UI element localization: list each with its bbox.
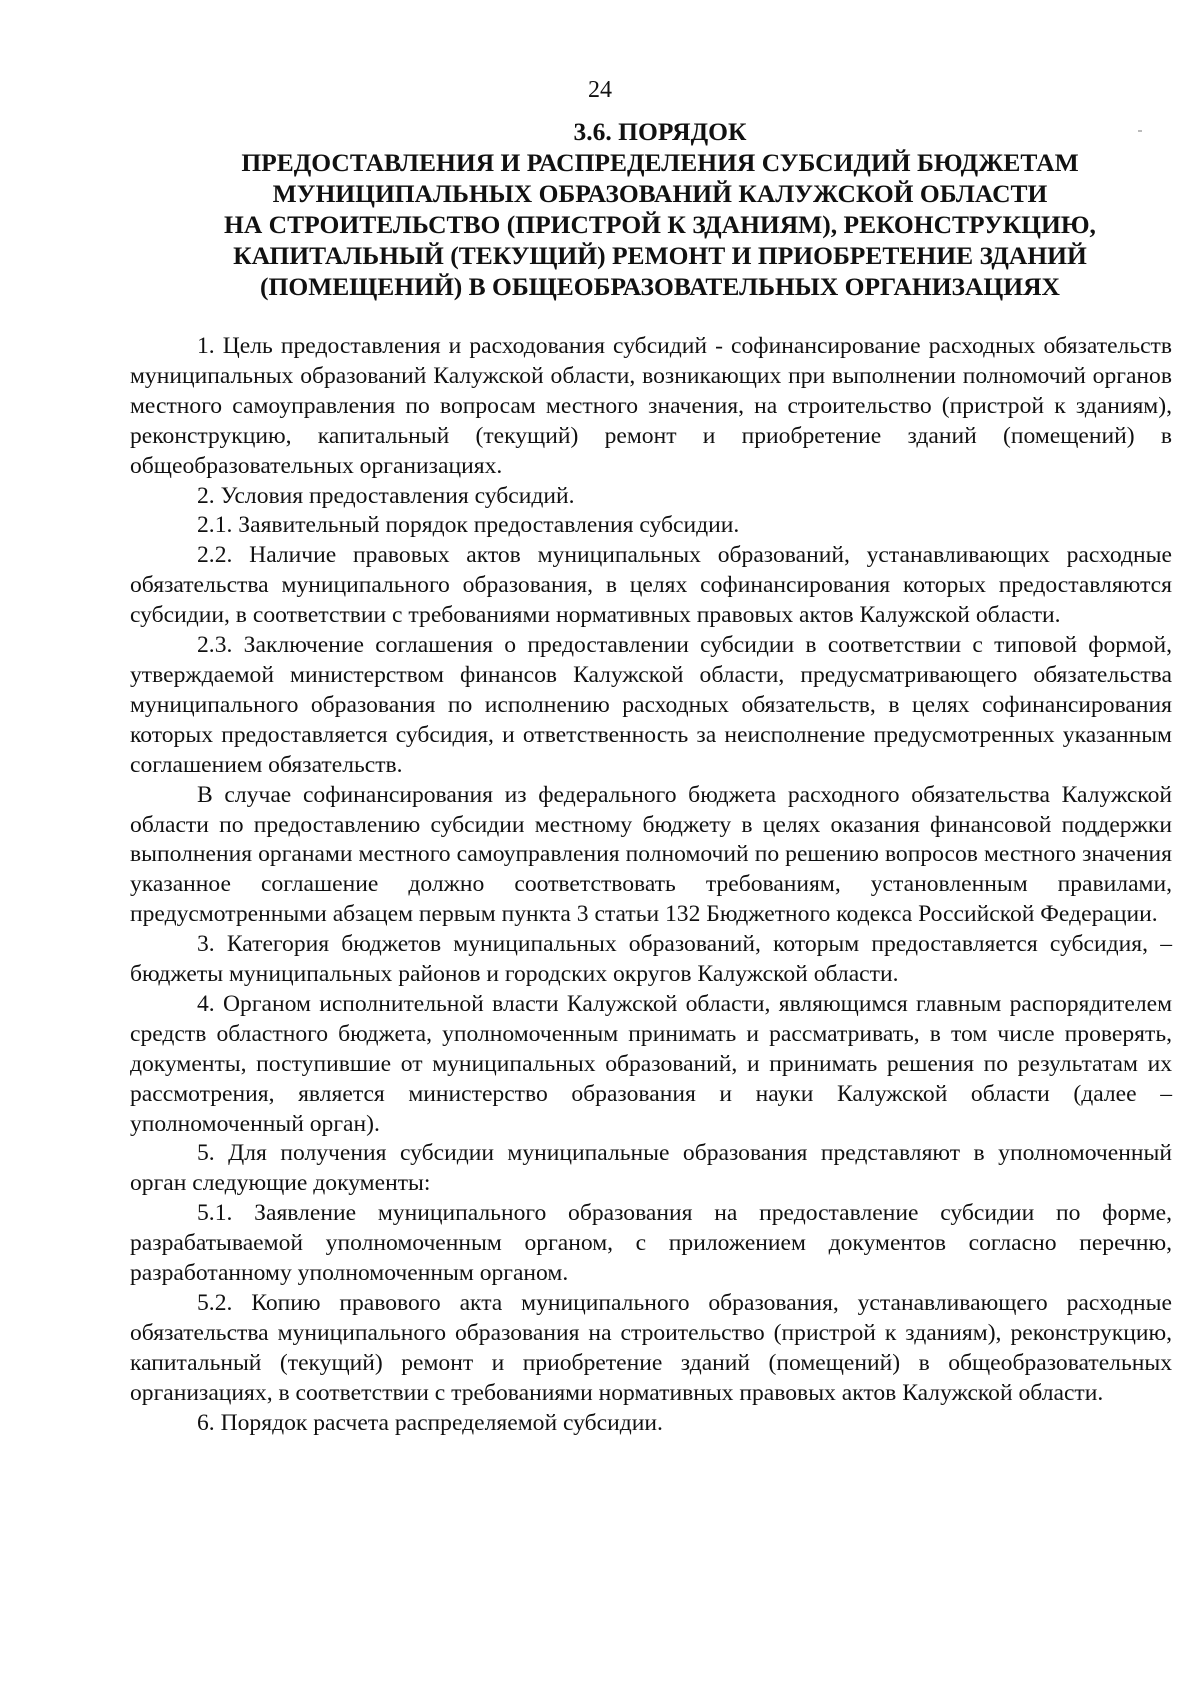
heading-line: 3.6. ПОРЯДОК bbox=[573, 117, 747, 146]
paragraph-2-1: 2.1. Заявительный порядок предоставления субсидии. bbox=[197, 512, 740, 539]
paragraph-5: 5. Для получения субсидии муниципальные образования представляют в уполномоченный орган следующие документы: bbox=[130, 1140, 1172, 1197]
paragraph-6: 6. Порядок расчета распределяемой субсидии. bbox=[197, 1409, 663, 1436]
heading-line: КАПИТАЛЬНЫЙ (ТЕКУЩИЙ) РЕМОНТ И ПРИОБРЕТЕНИЕ ЗДАНИЙ bbox=[233, 241, 1087, 270]
paragraph-2-3-cont: В случае софинансирования из федерального бюджета расходного обязательства Калужской области по предоставлению субсидии местному бюджету в целях оказания финансовой поддержки выполнения органами местного самоуправления полномочий по решению вопросов местного значения указанное соглашение должно соответствовать требованиям, установленным правилами, предусмотренными абзацем первым пункта 3 статьи 132 Бюджетного кодекса Российской Федерации. bbox=[130, 781, 1172, 928]
heading-line: НА СТРОИТЕЛЬСТВО (ПРИСТРОЙ К ЗДАНИЯМ), РЕКОНСТРУКЦИЮ, bbox=[224, 210, 1096, 239]
heading-line: ПРЕДОСТАВЛЕНИЯ И РАСПРЕДЕЛЕНИЯ СУБСИДИЙ БЮДЖЕТАМ bbox=[241, 148, 1079, 177]
paragraph-4: 4. Органом исполнительной власти Калужской области, являющимся главным распорядителем средств областного бюджета, уполномоченным принимать и рассматривать, в том числе проверять, документы, поступившие от муниципальных образований, и принимать решения по результатам их рассмотрения, является министерство образования и науки Калужской области (далее – уполномоченный орган). bbox=[130, 990, 1172, 1137]
paragraph-5-1: 5.1. Заявление муниципального образования на предоставление субсидии по форме, разрабатываемой уполномоченным органом, с приложением документов согласно перечню, разработанному уполномоченным органом. bbox=[130, 1200, 1172, 1287]
section-heading bbox=[130, 116, 1190, 302]
paragraph-2-3: 2.3. Заключение соглашения о предоставлении субсидии в соответствии с типовой формой, утверждаемой министерством финансов Калужской области, предусматривающего обязательства муниципального образования по исполнению расходных обязательств, в целях софинансирования которых предоставляется субсидия, и ответственность за неисполнение предусмотренных указанным соглашением обязательств. bbox=[130, 632, 1172, 778]
paragraph-2: 2. Условия предоставления субсидий. bbox=[197, 482, 575, 509]
page-number: 24 bbox=[588, 77, 612, 103]
heading-line: МУНИЦИПАЛЬНЫХ ОБРАЗОВАНИЙ КАЛУЖСКОЙ ОБЛАСТИ bbox=[272, 179, 1048, 208]
paragraph-1: 1. Цель предоставления и расходования субсидий - софинансирование расходных обязательств муниципальных образований Калужской области, возникающих при выполнении полномочий органов местного самоуправления по вопросам местного значения, на строительство (пристрой к зданиям), реконструкцию, капитальный (текущий) ремонт и приобретение зданий (помещений) в общеобразовательных организациях. bbox=[130, 333, 1172, 479]
paragraph-2-2: 2.2. Наличие правовых актов муниципальных образований, устанавливающих расходные обязательства муниципального образования, в целях софинансирования которых предоставляются субсидии, в соответствии с требованиями нормативных правовых актов Калужской области. bbox=[130, 542, 1172, 629]
document-body bbox=[130, 332, 1172, 1439]
paragraph-3: 3. Категория бюджетов муниципальных образований, которым предоставляется субсидия, – бюджеты муниципальных районов и городских округов Калужской области. bbox=[130, 931, 1172, 988]
heading-line: (ПОМЕЩЕНИЙ) В ОБЩЕОБРАЗОВАТЕЛЬНЫХ ОРГАНИЗАЦИЯХ bbox=[260, 272, 1060, 301]
paragraph-5-2: 5.2. Копию правового акта муниципального образования, устанавливающего расходные обязательства муниципального образования на строительство (пристрой к зданиям), реконструкцию, капитальный (текущий) ремонт и приобретение зданий (помещений) в общеобразовательных организациях, в соответствии с требованиями нормативных правовых актов Калужской области. bbox=[130, 1290, 1172, 1406]
